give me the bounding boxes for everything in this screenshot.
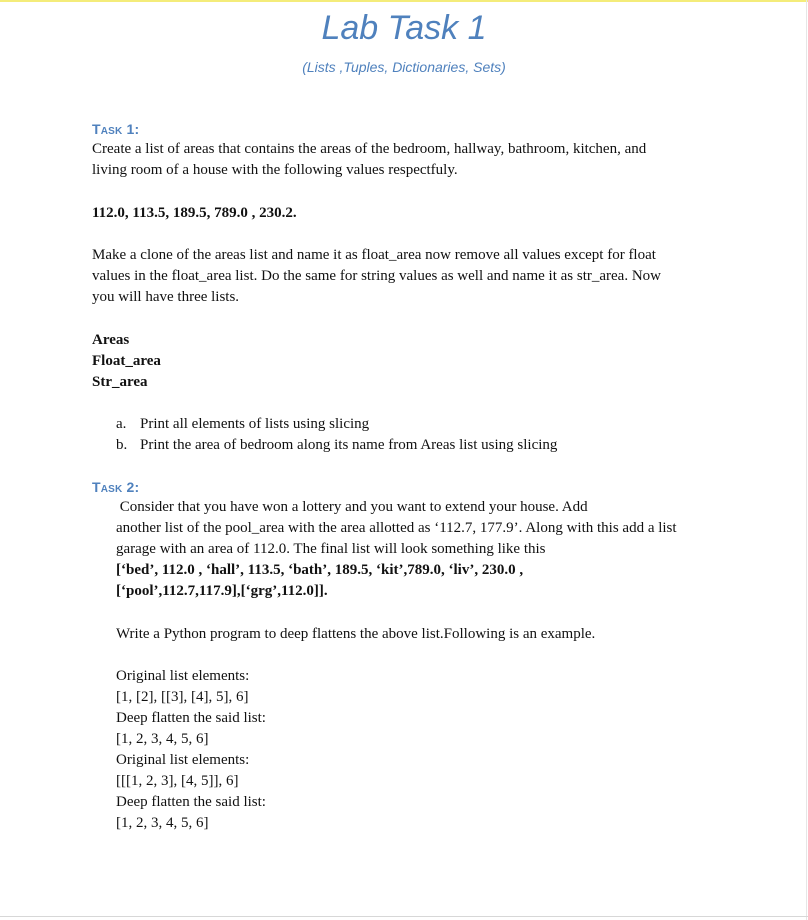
page-subtitle: (Lists ,Tuples, Dictionaries, Sets) xyxy=(302,59,506,75)
task1-area-values: 112.0, 113.5, 189.5, 789.0 , 230.2. xyxy=(92,205,297,221)
final-list-line: [‘bed’, 112.0 , ‘hall’, 113.5, ‘bath’, 189.5, ‘kit’,789.0, ‘liv’, 230.0 , xyxy=(116,562,524,578)
task1-intro-line: living room of a house with the following values respectfuly. xyxy=(92,162,458,178)
list-item-text: Print the area of bedroom along its name from Areas list using slicing xyxy=(140,437,558,453)
task1-item-a xyxy=(116,414,369,435)
example-line: Original list elements: xyxy=(116,752,250,768)
list-name-float-area: Float_area xyxy=(92,353,161,369)
example-line: [[[1, 2, 3], [4, 5]], 6] xyxy=(116,773,239,789)
task2-instruction: Write a Python program to deep flattens the above list.Following is an example. xyxy=(116,626,596,642)
example-line: [1, 2, 3, 4, 5, 6] xyxy=(116,815,209,831)
task2-para-line: another list of the pool_area with the area allotted as ‘112.7, 177.9’. Along with this add a list xyxy=(116,520,677,536)
list-name-str-area: Str_area xyxy=(92,374,148,390)
list-marker: a. xyxy=(116,416,127,432)
page-title: Lab Task 1 xyxy=(321,9,487,47)
final-list-line: [‘pool’,112.7,117.9],[‘grg’,112.0]]. xyxy=(116,583,328,599)
task1-clone-line: values in the float_area list. Do the same for string values as well and name it as str_area. Now xyxy=(92,268,661,284)
task2-para-line: Consider that you have won a lottery and you want to extend your house. Add xyxy=(116,499,588,515)
example-line: Original list elements: xyxy=(116,668,250,684)
list-item-text: Print all elements of lists using slicing xyxy=(140,416,370,432)
list-name-areas: Areas xyxy=(92,332,130,348)
task2-para-line: garage with an area of 112.0. The final list will look something like this xyxy=(116,541,546,557)
task1-clone-line: Make a clone of the areas list and name it as float_area now remove all values except for float xyxy=(92,247,656,263)
example-line: Deep flatten the said list: xyxy=(116,794,266,810)
task1-clone-line: you will have three lists. xyxy=(92,289,240,305)
page-right-border xyxy=(806,0,807,920)
example-line: Deep flatten the said list: xyxy=(116,710,266,726)
list-marker: b. xyxy=(116,437,128,453)
task1-heading: Task 1: xyxy=(92,121,140,137)
example-line: [1, [2], [[3], [4], 5], 6] xyxy=(116,689,249,705)
task1-intro-line: Create a list of areas that contains the areas of the bedroom, hallway, bathroom, kitchen, and xyxy=(92,141,647,157)
page-top-border xyxy=(0,0,808,2)
page-bottom-border xyxy=(0,916,808,917)
task1-item-b xyxy=(116,435,557,456)
task2-heading: Task 2: xyxy=(92,479,140,495)
example-line: [1, 2, 3, 4, 5, 6] xyxy=(116,731,209,747)
